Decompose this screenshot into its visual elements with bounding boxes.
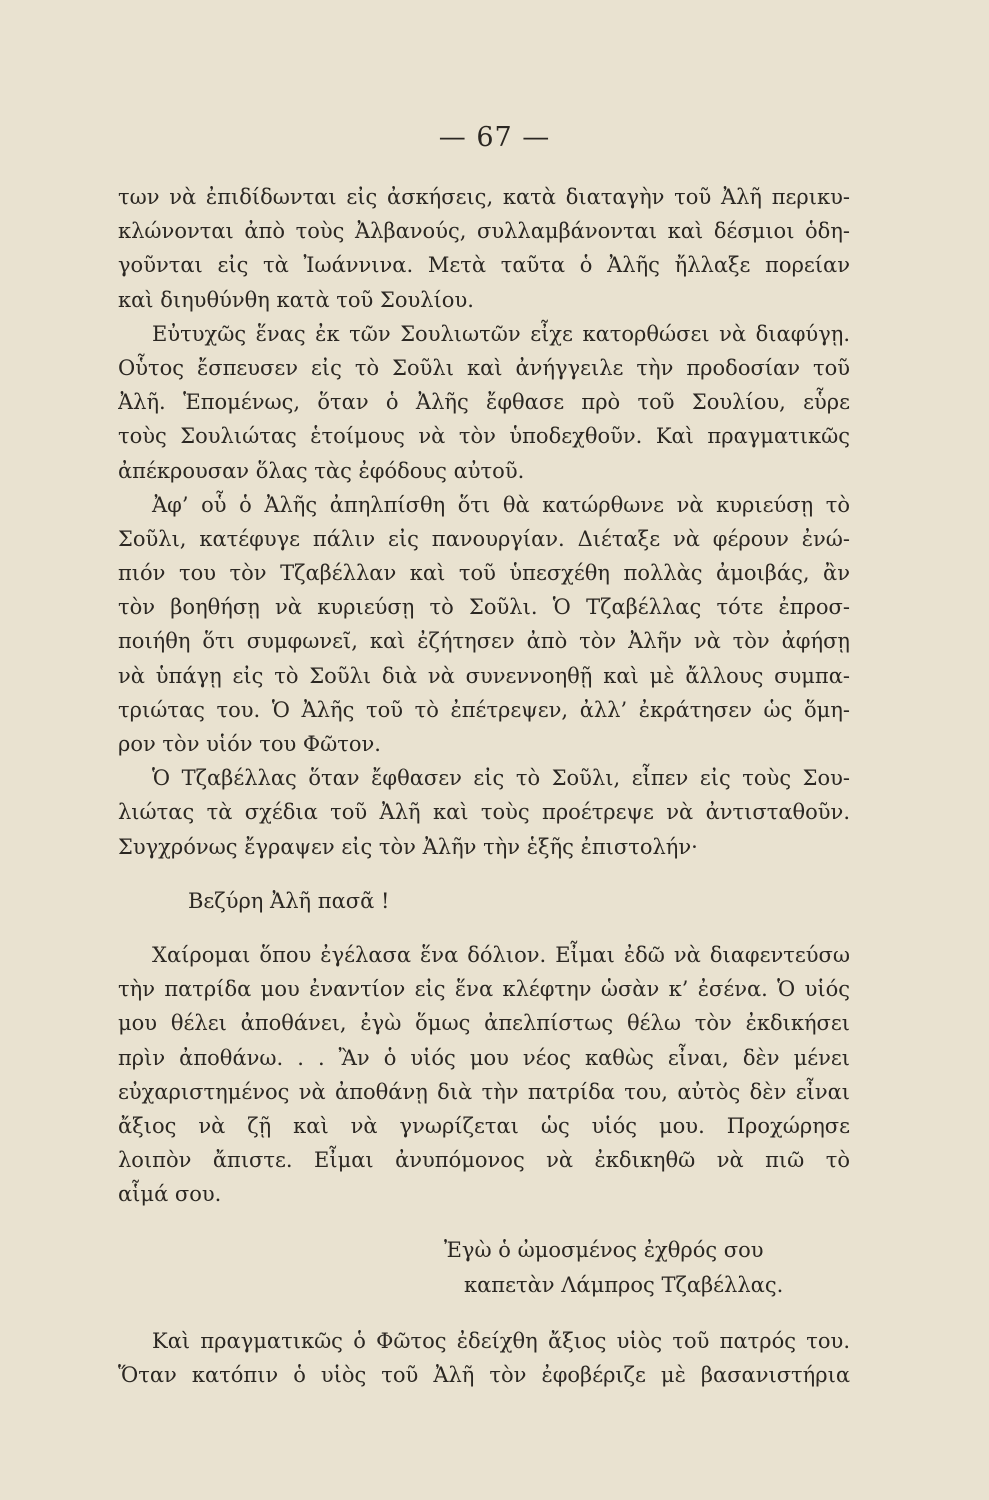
text-line: νὰ ὑπάγῃ εἰς τὸ Σοῦλι διὰ νὰ συνεννοηθῇ καὶ μὲ ἄλλους συμπα-	[118, 663, 850, 688]
text-line: πρὶν ἀποθάνω. . . Ἂν ὁ υἱός μου νέος καθὼς εἶναι, δὲν μένει	[118, 1045, 850, 1070]
text-line: ἄξιος νὰ ζῇ καὶ νὰ γνωρίζεται ὡς υἱός μου. Προχώρησε	[118, 1113, 850, 1138]
text-line: τριώτας του. Ὁ Ἀλῆς τοῦ τὸ ἐπέτρεψεν, ἀλλ’ ἐκράτησεν ὡς ὅμη-	[118, 697, 850, 722]
text-line: Ἀλῆ. Ἑπομένως, ὅταν ὁ Ἀλῆς ἔφθασε πρὸ τοῦ Σουλίου, εὗρε	[118, 390, 850, 415]
page-number: — 67 —	[438, 122, 551, 153]
text-line: ρον τὸν υἱόν του Φῶτον.	[118, 732, 381, 756]
text-line: λιώτας τὰ σχέδια τοῦ Ἀλῆ καὶ τοὺς προέτρεψε νὰ ἀντισταθοῦν.	[118, 800, 850, 825]
text-line: ποιήθη ὅτι συμφωνεῖ, καὶ ἐζήτησεν ἀπὸ τὸν Ἀλῆν νὰ τὸν ἀφήσῃ	[118, 629, 850, 654]
letter-salutation: Βεζύρη Ἀλῆ πασᾶ !	[188, 888, 390, 913]
text-line: μου θέλει ἀποθάνει, ἐγὼ ὅμως ἀπελπίστως θέλω τὸν ἐκδικήσει	[118, 1011, 850, 1036]
text-line: Καὶ πραγματικῶς ὁ Φῶτος ἐδείχθη ἄξιος υἱὸς τοῦ πατρός του.	[152, 1328, 850, 1353]
text-line: κλώνονται ἀπὸ τοὺς Ἀλβανούς, συλλαμβάνονται καὶ δέσμιοι ὁδη-	[118, 219, 850, 244]
text-line: των νὰ ἐπιδίδωνται εἰς ἀσκήσεις, κατὰ διαταγὴν τοῦ Ἀλῆ περικυ-	[118, 185, 850, 209]
text-line: ἀπέκρουσαν ὅλας τὰς ἐφόδους αὐτοῦ.	[118, 458, 525, 483]
text-line: αἷμά σου.	[118, 1182, 222, 1207]
text-line: Σοῦλι, κατέφυγε πάλιν εἰς πανουργίαν. Διέταξε νὰ φέρουν ἐνώ-	[118, 526, 850, 551]
body-text	[118, 180, 850, 1392]
text-line: τοὺς Σουλιώτας ἑτοίμους νὰ τὸν ὑποδεχθοῦν. Καὶ πραγματικῶς	[118, 424, 850, 449]
text-line: εὐχαριστημένος νὰ ἀποθάνῃ διὰ τὴν πατρίδα του, αὐτὸς δὲν εἶναι	[118, 1079, 850, 1104]
text-line: Ὁ Τζαβέλλας ὅταν ἔφθασεν εἰς τὸ Σοῦλι, εἶπεν εἰς τοὺς Σου-	[152, 766, 850, 791]
text-line: Εὐτυχῶς ἕνας ἐκ τῶν Σουλιωτῶν εἶχε κατορθώσει νὰ διαφύγῃ.	[152, 321, 850, 346]
text-line: Ὅταν κατόπιν ὁ υἱὸς τοῦ Ἀλῆ τὸν ἐφοβέριζε μὲ βασανιστήρια	[118, 1363, 850, 1387]
text-line: γοῦνται εἰς τὰ Ἰωάννινα. Μετὰ ταῦτα ὁ Ἀλῆς ἤλλαξε πορείαν	[118, 253, 850, 278]
text-line: τὸν βοηθήσῃ νὰ κυριεύσῃ τὸ Σοῦλι. Ὁ Τζαβέλλας τότε ἐπροσ-	[118, 595, 850, 620]
letter-signature-name: καπετὰν Λάμπρος Τζαβέλλας.	[464, 1272, 784, 1297]
text-line: Συγχρόνως ἔγραψεν εἰς τὸν Ἀλῆν τὴν ἑξῆς ἐπιστολήν·	[118, 834, 698, 859]
text-line: καὶ διηυθύνθη κατὰ τοῦ Σουλίου.	[118, 287, 474, 312]
letter-signature-line: Ἐγὼ ὁ ὠμοσμένος ἐχθρός σου	[444, 1238, 764, 1263]
text-line: τὴν πατρίδα μου ἐναντίον εἰς ἕνα κλέφτην ὡσὰν κ’ ἐσένα. Ὁ υἱός	[118, 977, 850, 1002]
text-line: πιόν του τὸν Τζαβέλλαν καὶ τοῦ ὑπεσχέθη πολλὰς ἀμοιβάς, ἂν	[118, 561, 850, 586]
text-line: Οὗτος ἔσπευσεν εἰς τὸ Σοῦλι καὶ ἀνήγγειλε τὴν προδοσίαν τοῦ	[118, 355, 850, 380]
text-line: λοιπὸν ἄπιστε. Εἶμαι ἀνυπόμονος νὰ ἐκδικηθῶ νὰ πιῶ τὸ	[118, 1148, 850, 1173]
text-line: Ἀφ’ οὗ ὁ Ἀλῆς ἀπηλπίσθη ὅτι θὰ κατώρθωνε νὰ κυριεύσῃ τὸ	[152, 492, 850, 517]
text-line: Χαίρομαι ὅπου ἐγέλασα ἕνα δόλιον. Εἶμαι ἐδῶ νὰ διαφεντεύσω	[152, 942, 850, 967]
